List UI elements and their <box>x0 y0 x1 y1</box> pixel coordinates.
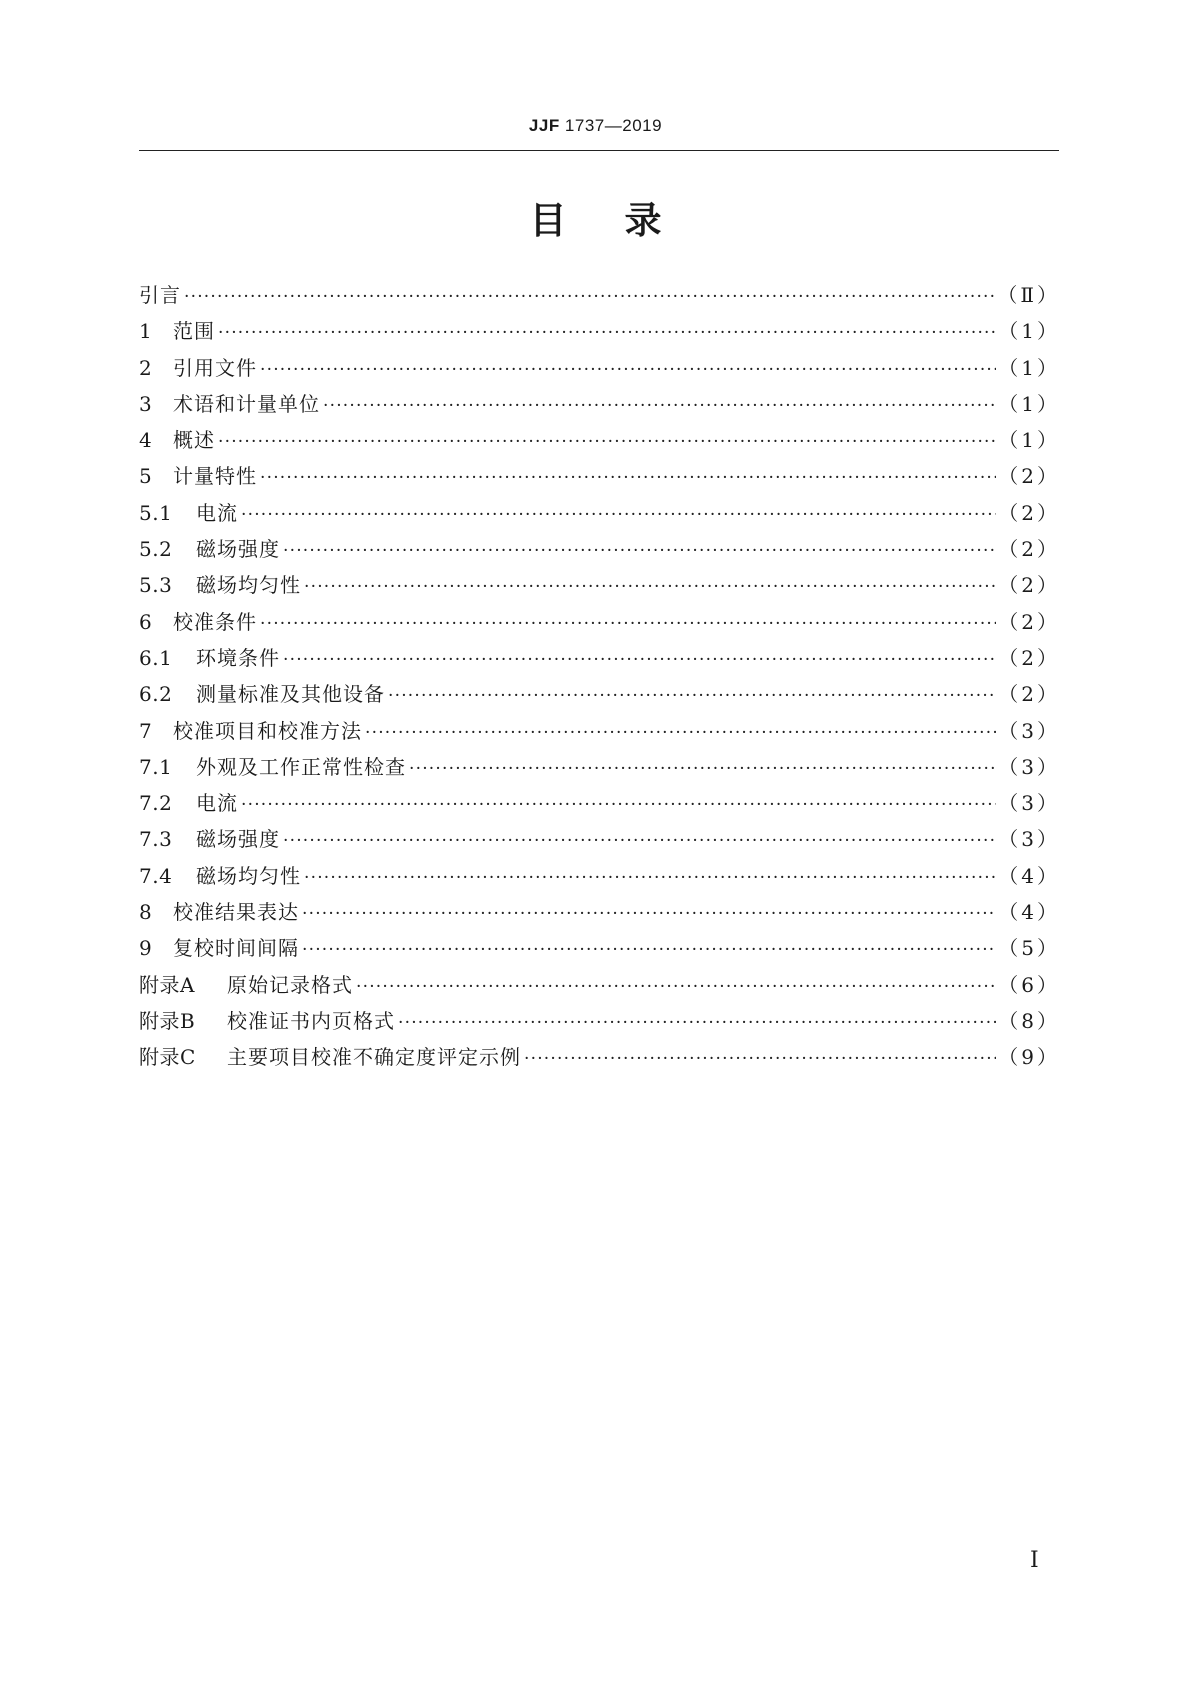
toc-entry-page: （3） <box>998 718 1060 743</box>
toc-leader-dots <box>241 795 996 815</box>
toc-entry-number: 7.4 <box>139 863 173 888</box>
page-title: 目录 <box>529 199 720 242</box>
toc-entry[interactable] <box>139 315 1060 351</box>
toc-leader-dots <box>302 904 996 924</box>
toc-leader-dots <box>241 505 996 525</box>
toc-entry-page: （2） <box>998 537 1060 562</box>
toc-entry-title: 校准条件 <box>173 609 257 634</box>
toc-entry-number: 2 <box>139 355 153 380</box>
toc-entry-page: （1） <box>998 428 1060 453</box>
toc-leader-dots <box>218 432 996 452</box>
toc-entry-title: 电流 <box>196 791 238 816</box>
toc-entry-number: 6 <box>139 609 153 634</box>
toc-entry-page: （8） <box>998 1008 1060 1033</box>
toc-entry-title: 电流 <box>196 500 238 525</box>
toc-entry-page: （4） <box>998 863 1060 888</box>
toc-entry-page: （2） <box>998 573 1060 598</box>
toc-entry-number: 5 <box>139 464 153 489</box>
toc-entry-page: （3） <box>998 754 1060 779</box>
toc-entry-page: （2） <box>998 464 1060 489</box>
toc-entry-page: （3） <box>998 827 1060 852</box>
toc-entry[interactable] <box>139 388 1060 424</box>
toc-entry[interactable] <box>139 860 1060 896</box>
document-code <box>0 116 1191 136</box>
toc-entry[interactable] <box>139 1041 1060 1077</box>
toc-leader-dots <box>356 977 996 997</box>
toc-entry-title: 外观及工作正常性检查 <box>196 754 406 779</box>
document-code-number: 1737—2019 <box>559 116 663 135</box>
toc-entry-page: （1） <box>998 355 1060 380</box>
toc-leader-dots <box>184 287 995 307</box>
toc-entry[interactable] <box>139 279 1060 315</box>
toc-entry[interactable] <box>139 751 1060 787</box>
toc-entry-title: 磁场均匀性 <box>196 573 301 598</box>
toc-entry-number: 1 <box>139 319 153 344</box>
toc-entry-title: 计量特性 <box>173 464 257 489</box>
toc-entry-page: （Ⅱ） <box>997 283 1060 307</box>
toc-entry-title: 主要项目校准不确定度评定示例 <box>227 1045 521 1070</box>
toc-entry-number: 7.3 <box>139 827 173 852</box>
toc-entry-title: 校准项目和校准方法 <box>173 718 362 743</box>
toc-entry-title: 范围 <box>173 319 215 344</box>
toc-entry-page: （4） <box>998 900 1060 925</box>
toc-entry-page: （3） <box>998 791 1060 816</box>
toc-entry-number: 5.1 <box>139 500 173 525</box>
toc-entry-title: 磁场强度 <box>196 827 280 852</box>
toc-entry[interactable] <box>139 823 1060 859</box>
toc-leader-dots <box>524 1049 996 1069</box>
toc-entry-page: （5） <box>998 936 1060 961</box>
toc-entry-title: 术语和计量单位 <box>173 391 320 416</box>
toc-entry-number: 5.3 <box>139 573 173 598</box>
toc-leader-dots <box>283 541 996 561</box>
toc-entry-page: （2） <box>998 500 1060 525</box>
toc-entry[interactable] <box>139 678 1060 714</box>
toc-entry-number: 9 <box>139 936 153 961</box>
toc-leader-dots <box>218 323 996 343</box>
toc-entry-page: （9） <box>998 1045 1060 1070</box>
toc-entry-title: 校准证书内页格式 <box>227 1008 395 1033</box>
toc-entry-number: 5.2 <box>139 537 173 562</box>
toc-entry-title: 磁场强度 <box>196 537 280 562</box>
toc-entry-number: 6.1 <box>139 645 173 670</box>
toc-entry[interactable] <box>139 606 1060 642</box>
document-code-prefix: JJF <box>528 116 560 135</box>
toc-entry-number: 6.2 <box>139 682 173 707</box>
toc-entry-page: （6） <box>998 972 1060 997</box>
toc-leader-dots <box>365 723 996 743</box>
toc-leader-dots <box>398 1013 996 1033</box>
toc-entry[interactable] <box>139 460 1060 496</box>
toc-entry[interactable] <box>139 424 1060 460</box>
toc-entry[interactable] <box>139 932 1060 968</box>
toc-entry[interactable] <box>139 787 1060 823</box>
toc-leader-dots <box>409 759 996 779</box>
toc-entry-page: （2） <box>998 609 1060 634</box>
toc-entry-title: 复校时间间隔 <box>173 936 299 961</box>
toc-leader-dots <box>302 940 996 960</box>
toc-entry-title: 校准结果表达 <box>173 900 299 925</box>
page-number: Ⅰ <box>1030 1548 1039 1573</box>
toc-leader-dots <box>260 614 996 634</box>
toc-entry-title: 测量标准及其他设备 <box>196 682 385 707</box>
toc-entry-number: 附录B <box>139 1008 196 1033</box>
toc-entry[interactable] <box>139 969 1060 1005</box>
toc-entry-title: 引言 <box>139 283 181 307</box>
toc-leader-dots <box>260 360 996 380</box>
toc-entry-number: 附录C <box>139 1045 196 1070</box>
header-rule <box>139 150 1059 151</box>
toc-entry[interactable] <box>139 1005 1060 1041</box>
table-of-contents <box>139 279 1060 1078</box>
toc-entry[interactable] <box>139 569 1060 605</box>
toc-entry-page: （2） <box>998 682 1060 707</box>
toc-entry[interactable] <box>139 715 1060 751</box>
toc-entry-page: （2） <box>998 645 1060 670</box>
toc-entry-number: 7.2 <box>139 791 173 816</box>
toc-entry[interactable] <box>139 642 1060 678</box>
toc-leader-dots <box>304 868 996 888</box>
toc-leader-dots <box>304 577 996 597</box>
toc-entry-page: （1） <box>998 319 1060 344</box>
toc-entry[interactable] <box>139 352 1060 388</box>
toc-entry-title: 磁场均匀性 <box>196 863 301 888</box>
toc-entry[interactable] <box>139 497 1060 533</box>
toc-entry-number: 附录A <box>139 972 195 997</box>
toc-entry[interactable] <box>139 533 1060 569</box>
toc-entry-title: 原始记录格式 <box>227 972 353 997</box>
toc-entry-title: 环境条件 <box>196 645 280 670</box>
toc-leader-dots <box>260 468 996 488</box>
toc-entry-page: （1） <box>998 391 1060 416</box>
toc-entry-number: 7.1 <box>139 754 173 779</box>
toc-entry-number: 4 <box>139 428 153 453</box>
toc-entry-number: 8 <box>139 900 153 925</box>
toc-leader-dots <box>283 831 996 851</box>
toc-leader-dots <box>323 396 996 416</box>
toc-leader-dots <box>388 686 996 706</box>
toc-entry-number: 3 <box>139 391 153 416</box>
toc-entry-title: 概述 <box>173 428 215 453</box>
toc-entry[interactable] <box>139 896 1060 932</box>
toc-leader-dots <box>283 650 996 670</box>
toc-entry-title: 引用文件 <box>173 355 257 380</box>
toc-entry-number: 7 <box>139 718 153 743</box>
